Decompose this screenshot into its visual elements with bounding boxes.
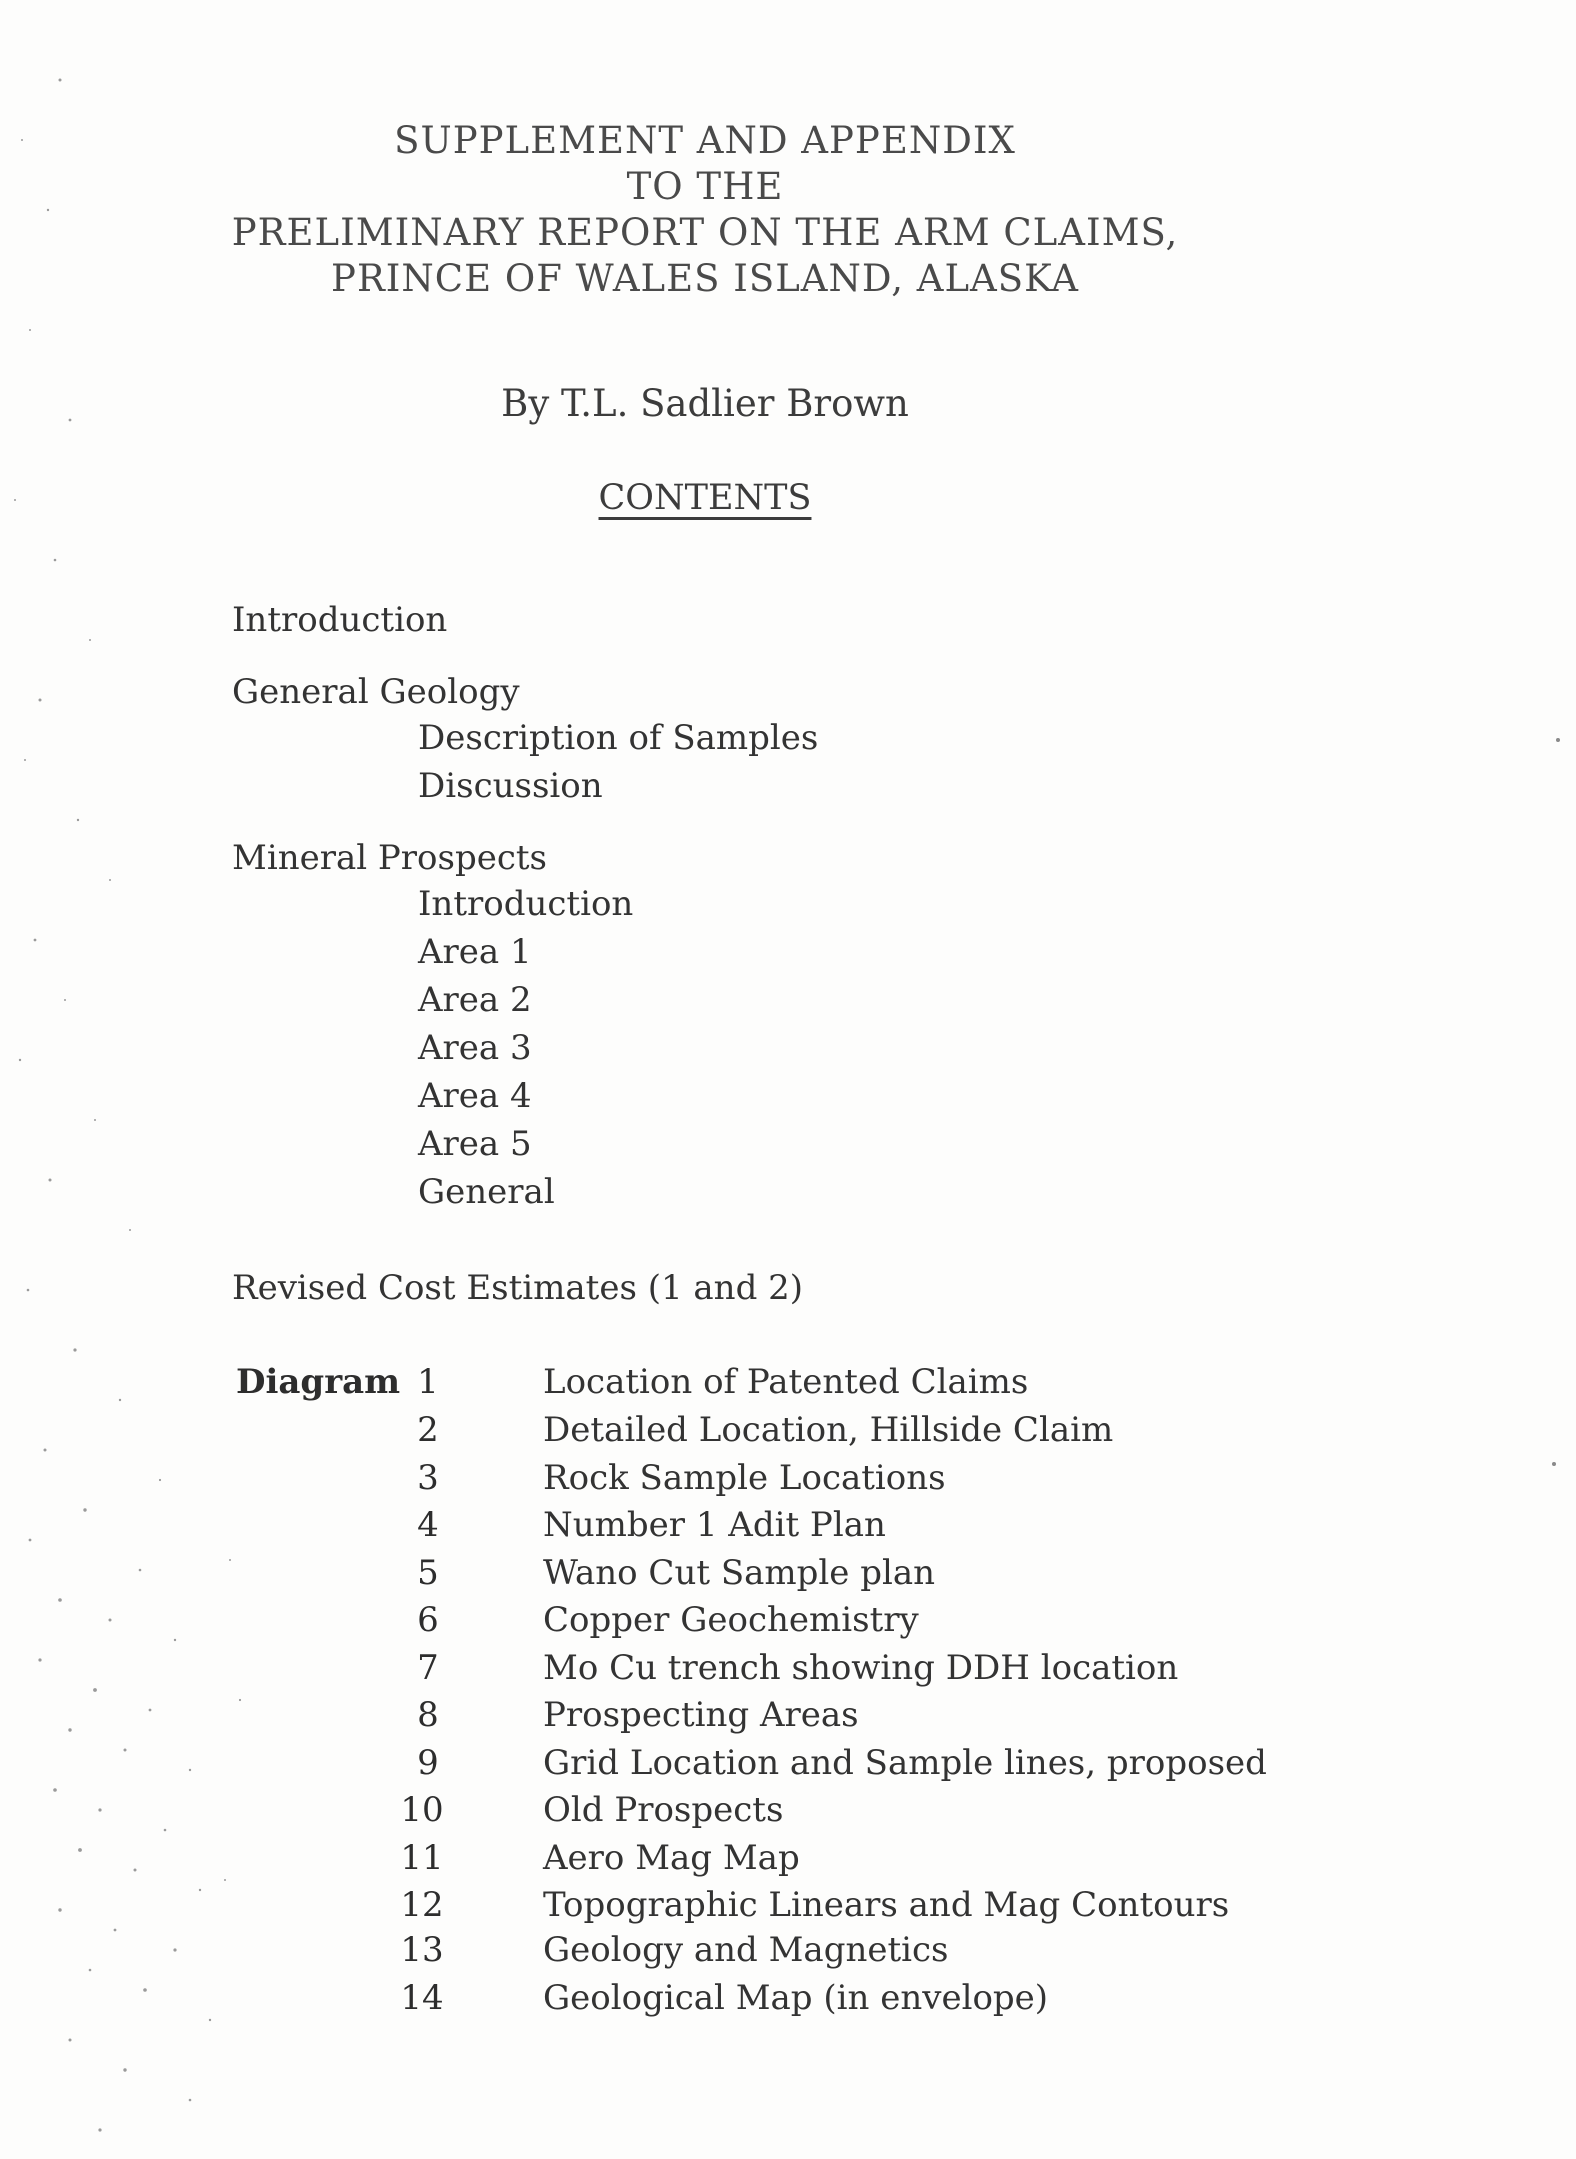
- diagram-title: Grid Location and Sample lines, proposed: [543, 1743, 1267, 1783]
- diagram-number: 11: [400, 1838, 444, 1878]
- diagram-number: 12: [400, 1885, 444, 1925]
- toc-area-2: Area 2: [418, 980, 532, 1020]
- title-line-2: TO THE: [626, 165, 784, 208]
- diagram-number: 9: [417, 1743, 439, 1783]
- title-line-1: SUPPLEMENT AND APPENDIX: [394, 119, 1016, 162]
- scan-speckle-margin: [0, 0, 260, 2159]
- author-line: By T.L. Sadlier Brown: [501, 382, 909, 425]
- diagram-title: Topographic Linears and Mag Contours: [543, 1885, 1230, 1925]
- diagram-number: 7: [417, 1648, 439, 1688]
- diagram-number: 5: [417, 1553, 439, 1593]
- diagram-list-label: Diagram: [236, 1362, 401, 1402]
- toc-revised-cost-estimates: Revised Cost Estimates (1 and 2): [232, 1268, 804, 1308]
- diagram-number: 1: [417, 1362, 439, 1402]
- toc-general-geology: General Geology: [232, 672, 520, 712]
- toc-mineral-prospects: Mineral Prospects: [232, 838, 547, 878]
- diagram-title: Number 1 Adit Plan: [543, 1505, 886, 1545]
- toc-description-of-samples: Description of Samples: [418, 718, 819, 758]
- toc-discussion: Discussion: [418, 766, 603, 806]
- diagram-title: Geological Map (in envelope): [543, 1978, 1049, 2018]
- toc-area-5: Area 5: [418, 1124, 532, 1164]
- scan-mark: [1552, 1462, 1556, 1466]
- toc-introduction: Introduction: [232, 600, 448, 640]
- diagram-title: Location of Patented Claims: [543, 1362, 1029, 1402]
- diagram-title: Rock Sample Locations: [543, 1458, 946, 1498]
- diagram-number: 6: [417, 1600, 439, 1640]
- diagram-number: 10: [400, 1790, 444, 1830]
- diagram-number: 14: [400, 1978, 444, 2018]
- title-line-3: PRELIMINARY REPORT ON THE ARM CLAIMS,: [231, 211, 1179, 254]
- diagram-number: 4: [417, 1505, 439, 1545]
- diagram-number: 8: [417, 1695, 439, 1735]
- scan-mark: [1556, 738, 1560, 742]
- diagram-title: Copper Geochemistry: [543, 1600, 919, 1640]
- document-title: [190, 118, 1220, 302]
- toc-area-3: Area 3: [418, 1028, 532, 1068]
- toc-area-4: Area 4: [418, 1076, 532, 1116]
- diagram-title: Geology and Magnetics: [543, 1930, 949, 1970]
- toc-general: General: [418, 1172, 555, 1212]
- contents-heading: CONTENTS: [598, 478, 812, 518]
- diagram-title: Old Prospects: [543, 1790, 784, 1830]
- diagram-number: 2: [417, 1410, 439, 1450]
- diagram-title: Aero Mag Map: [543, 1838, 800, 1878]
- toc-area-1: Area 1: [418, 932, 532, 972]
- toc-mineral-prospects-introduction: Introduction: [418, 884, 634, 924]
- diagram-title: Detailed Location, Hillside Claim: [543, 1410, 1114, 1450]
- diagram-title: Prospecting Areas: [543, 1695, 859, 1735]
- title-line-4: PRINCE OF WALES ISLAND, ALASKA: [331, 257, 1079, 300]
- diagram-title: Mo Cu trench showing DDH location: [543, 1648, 1179, 1688]
- diagram-number: 3: [417, 1458, 439, 1498]
- diagram-number: 13: [400, 1930, 444, 1970]
- diagram-title: Wano Cut Sample plan: [543, 1553, 935, 1593]
